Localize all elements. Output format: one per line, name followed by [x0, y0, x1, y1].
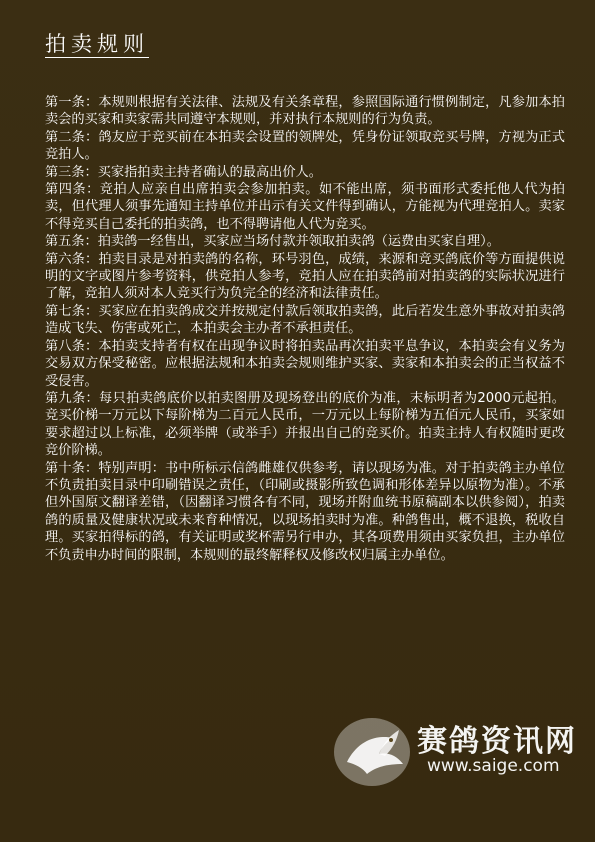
rule-item: 第五条：拍卖鸽一经售出，买家应当场付款并领取拍卖鸽（运费由买家自理）。: [45, 234, 500, 250]
site-watermark: [327, 710, 587, 790]
page-title: 拍卖规则: [45, 32, 149, 56]
rule-item: 第七条：买家应在拍卖鸽成交并按规定付款后领取拍卖鸽，此后若发生意外事故对拍卖鸽造成飞失、伤害或死亡，本拍卖会主办者不承担责任。: [45, 303, 565, 337]
rule-item: 第八条：本拍卖支持者有权在出现争议时将拍卖品再次拍卖平息争议，本拍卖会有义务为交易双方保受秘密。应根据法规和本拍卖会规则维护买家、卖家和本拍卖会的正当权益不受侵害。: [45, 338, 565, 389]
rule-item: 第十条：特别声明：书中所标示信鸽雌雄仅供参考，请以现场为准。对于拍卖鸽主办单位不负责拍卖目录中印刷错误之责任，（印刷或摄影所致色调和形体差异以原物为准）。不承但外国原文翻译差错，（因翻译习惯各有不同，现场并附血统书原稿副本以供参阅），拍卖鸽的质量及健康状况或未来育种情况，以现场拍卖时为准。种鸽售出，概不退换，税收自理。买家拍得标的鸽，有关证明或奖杯需另行申办，其各项费用须由买家负担，主办单位不负责申办时间的限制，本规则的最终解释权及修改权归属主办单位。: [45, 460, 565, 563]
rule-item: 第三条：买家指拍卖主持者确认的最高出价人。: [45, 164, 322, 180]
rule-item: 第四条：竞拍人应亲自出席拍卖会参加拍卖。如不能出席，须书面形式委托他人代为拍卖，但代理人须事先通知主持单位并出示有关文件得到确认，方能视为代理竞拍人。卖家不得竞买自己委托的拍卖鸽，也不得聘请他人代为竞买。: [45, 182, 565, 232]
watermark-brand: 赛鸽资讯网: [417, 724, 577, 759]
rule-item: 第六条：拍卖目录是对拍卖鸽的名称，环号羽色，成绩，来源和竞买鸽底价等方面提供说明的文字或图片参考资料，供竞拍人参考，竞拍人应在拍卖鸽前对拍卖鸽的实际状况进行了解，竞拍人须对本人竞买行为负完全的经济和法律责任。: [45, 251, 565, 302]
rule-item: 第九条：每只拍卖鸽底价以拍卖图册及现场登出的底价为准，末标明者为2000元起拍。竞买价梯一万元以下每阶梯为二百元人民币，一万元以上每阶梯为五佰元人民币，买家如要求超过以上标准，必须举牌（或举手）并报出自己的竞买价。拍卖主持人有权随时更改竞价阶梯。: [45, 390, 565, 459]
pigeon-logo-icon: [327, 704, 417, 794]
rules-list: [45, 94, 565, 564]
rule-item: 第二条：鸽友应于竞买前在本拍卖会设置的领牌处，凭身份证领取竞买号牌，方视为正式竞拍人。: [45, 129, 565, 163]
rule-item: 第一条：本规则根据有关法律、法规及有关条章程，参照国际通行惯例制定，凡参加本拍卖会的买家和卖家需共同遵守本规则，并对执行本规则的行为负责。: [45, 95, 565, 128]
watermark-url: www.saige.com: [427, 756, 560, 776]
